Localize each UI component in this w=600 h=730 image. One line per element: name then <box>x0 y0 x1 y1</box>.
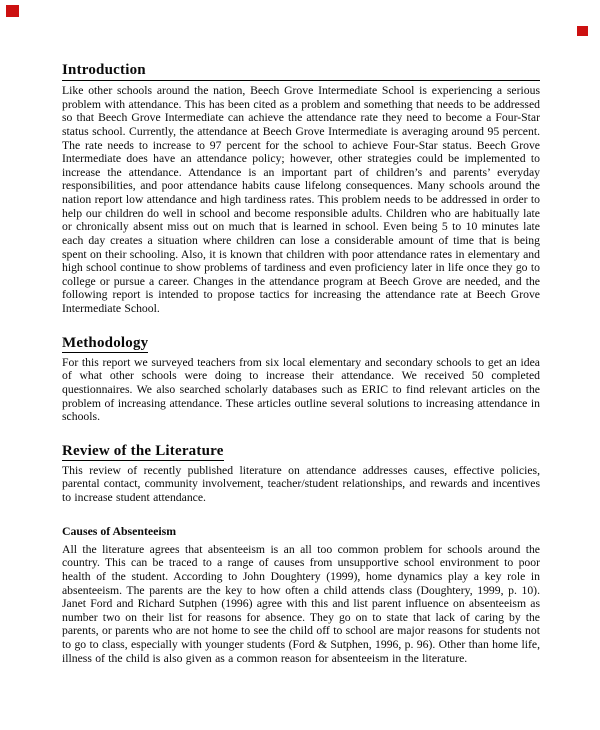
section-heading-review-of-literature <box>62 443 540 461</box>
section-review-of-literature <box>62 443 540 505</box>
red-registration-mark-top-left <box>6 5 19 17</box>
section-heading-review-of-literature-text: Review of the Literature <box>62 442 224 459</box>
section-causes-of-absenteeism <box>62 524 540 666</box>
section-paragraph-review-of-literature: This review of recently published literature on attendance addresses causes, effective policies, parental contact, community involvement, teacher/student relationships, and rewards and incentives to increase student attendance. <box>62 463 540 504</box>
section-introduction <box>62 62 540 316</box>
section-methodology <box>62 335 540 424</box>
section-heading-causes-of-absenteeism: Causes of Absenteeism <box>62 523 177 538</box>
section-heading-methodology <box>62 335 540 353</box>
document-content <box>62 62 540 680</box>
section-paragraph-methodology: For this report we surveyed teachers from six local elementary and secondary schools to get an idea of what other schools were doing to increase their attendance. We received 50 completed questionnaires. We also searched scholarly databases such as ERIC to find relevant articles on the problem of increasing attendance. These articles outline several solutions to increasing attendance in schools. <box>62 355 540 424</box>
section-paragraph-causes-of-absenteeism: All the literature agrees that absenteeism is an all too common problem for schools around the country. This can be traced to a range of causes from unsupportive school environment to poor health of the student. According to John Doughtery (1999), home dynamics play a key role in absenteeism. The parents are the key to how often a child attends class (Doughtery, 1999, p. 10). Janet Ford and Richard Sutphen (1996) agree with this and list parent influence on absenteeism as number two on their list for reasons for absence. They go on to state that lack of caring by the parents, or parents who are not home to see the child off to school are major reasons for students not to go to class, especially with younger students (Ford & Sutphen, 1996, p. 96). Other than home life, illness of the child is also given as a common reason for absenteeism in the literature. <box>62 542 540 665</box>
red-registration-mark-top-right <box>577 26 588 36</box>
section-paragraph-introduction: Like other schools around the nation, Beech Grove Intermediate School is experiencing a serious problem with attendance. This has been cited as a problem and something that needs to be addressed so that Beech Grove Intermediate can achieve the attendance rate they need to become a Four-Star status school. Currently, the attendance at Beech Grove Intermediate is averaging around 95 percent. The rate needs to increase to 97 percent for the school to achieve Four-Star status. Beech Grove Intermediate does have an attendance policy; however, other strategies could be implemented to increase the attendance. Attendance is an important part of children’s and parents’ everyday responsibilities, and poor attendance habits cause lifelong consequences. Many schools around the nation report low attendance and high tardiness rates. This problem needs to be addressed in order to help our children do well in school and become responsible adults. Children who are habitually late or chronically absent miss out on much that is learned in school. Even being 5 to 10 minutes late each day creates a situation where children can lose a considerable amount of time that is being spent on their schooling. Also, it is known that children with poor attendance rates in elementary and high school continue to show problems of tardiness and even proficiency later in life once they go to college or pursue a career. Changes in the attendance program at Beech Grove are needed, and the following report is intended to propose tactics for increasing the attendance rate at Beech Grove Intermediate School. <box>62 84 540 315</box>
section-heading-introduction: Introduction <box>62 62 540 81</box>
section-heading-methodology-text: Methodology <box>62 334 149 351</box>
